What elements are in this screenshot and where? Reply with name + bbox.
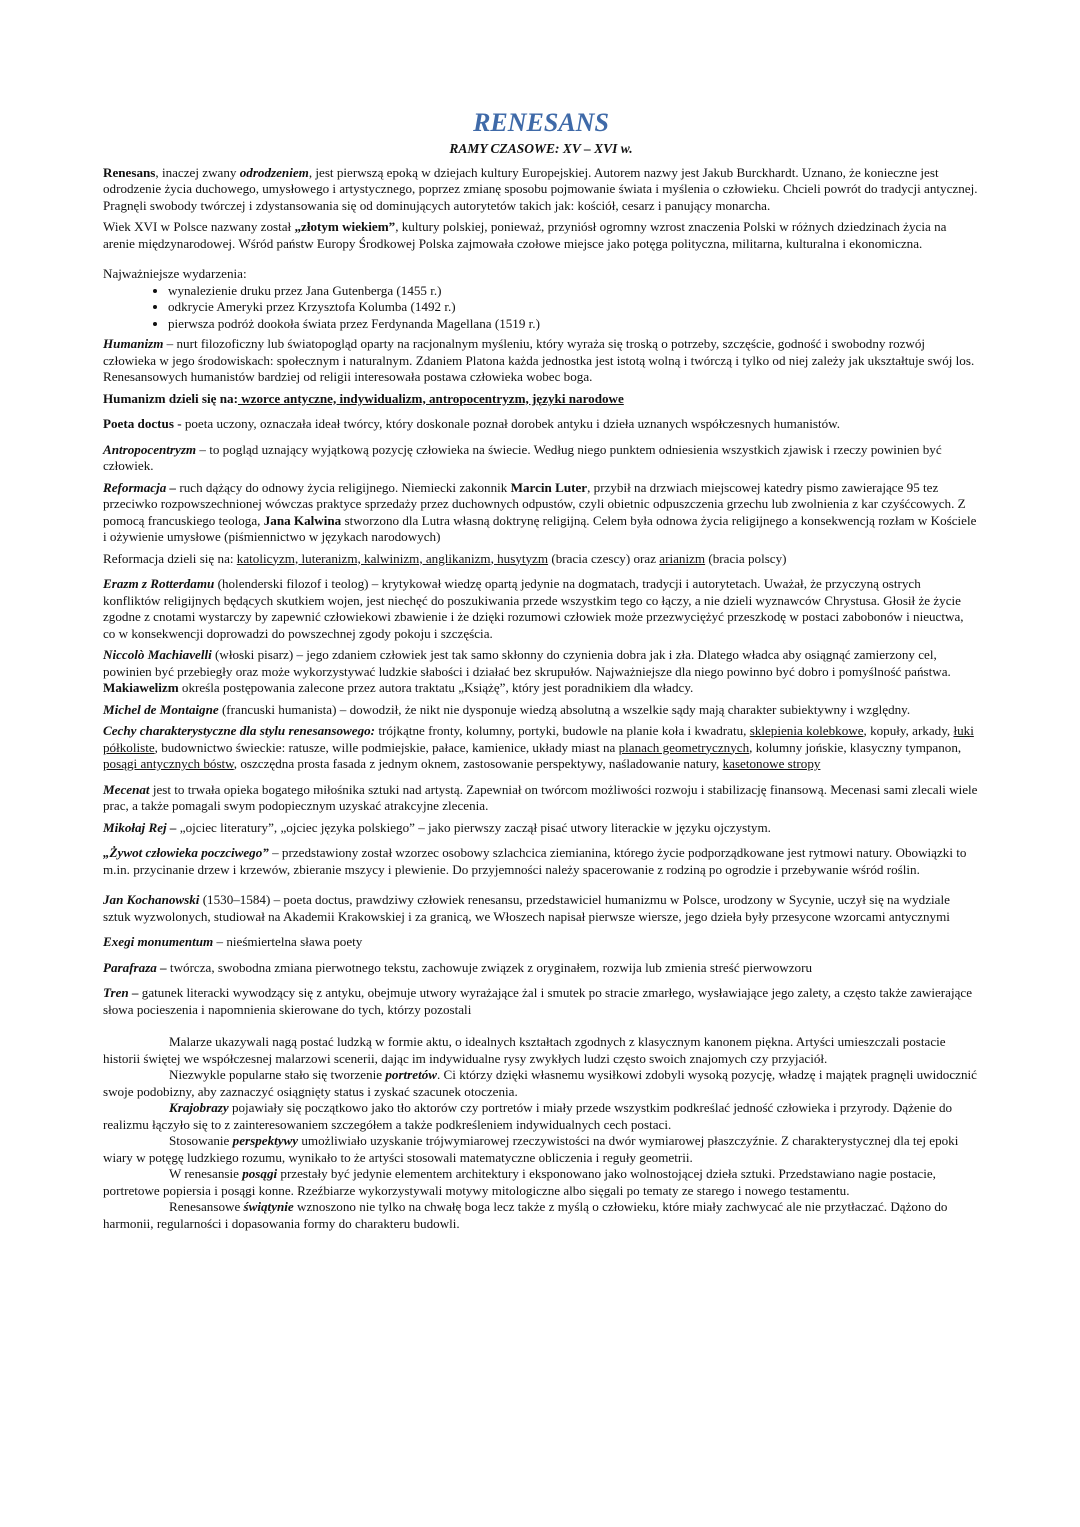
machiavelli-paragraph: Niccolò Machiavelli (włoski pisarz) – jego zdaniem człowiek jest tak samo skłonny do czynienia dobra jak i zła. Dlatego władca aby osiągnąć zamierzony cel, powinien być przebiegły oraz może wykorzystywać ludzkie słabości i działać bez skrupułów. Najważniejsze dla niego powinno być dobro i pomyślność państwa. Makiawelizm określa postępowania zalecone przez autora traktatu „Książę”, który jest poradnikiem dla władcy.	[103, 647, 951, 695]
zywot-paragraph: „Żywot człowieka poczciwego” – przedstawiony został wzorzec osobowy szlachcica ziemianina, którego życie podporządkowane jest rytmowi natury. Obowiązki to m.in. przycinanie drzew i krzewów, zbieranie mszycy i plewienie. Do przyjemności należy spacerowanie z rodziną po ogrodzie i przebywanie wśród roślin.	[103, 845, 967, 877]
humanism-split-paragraph: Humanizm dzieli się na: wzorce antyczne, indywidualizm, antropocentryzm, języki narodowe	[103, 390, 624, 406]
list-item: • wynalezienie druku przez Jana Gutenberga (1455 r.)	[168, 283, 979, 300]
anthropocentrism-paragraph: Antropocentryzm – to pogląd uznający wyjątkową pozycję człowieka na świecie. Według niego punktem odniesienia wszystkich zjawisk i rzeczy powinien być człowiek.	[103, 441, 942, 473]
poeta-doctus-paragraph: Poeta doctus - poeta uczony, oznaczała ideał twórcy, który doskonale poznał dorobek antyku i dzieła uznanych współczesnych humanistów.	[103, 416, 841, 431]
exegi-paragraph: Exegi monumentum – nieśmiertelna sława poety	[103, 934, 363, 949]
style-paragraph: Cechy charakterystyczne dla stylu renesansowego: trójkątne fronty, kolumny, portyki, budowle na planie koła i kwadratu, sklepienia kolebkowe, kopuły, arkady, łuki półkoliste, budownictwo świeckie: ratusze, wille podmiejskie, pałace, kamienice, układy miast na planach geometrycznych, kolumny jońskie, klasyczny tympanon, posągi antycznych bóstw, oszczędna prosta fasada z jednym oknem, zastosowanie perspektywy, naśladowanie natury, kasetonowe stropy	[103, 723, 974, 771]
reformation-split-paragraph: Reformacja dzieli się na: katolicyzm, luteranizm, kalwinizm, anglikanizm, husytyzm (bracia czescy) oraz arianizm (bracia polscy)	[103, 550, 787, 566]
rej-paragraph: Mikołaj Rej – „ojciec literatury”, „ojciec języka polskiego” – jako pierwszy zaczął pisać utwory literackie w języku ojczystym.	[103, 819, 771, 835]
art-section	[103, 1034, 979, 1232]
document-page	[103, 108, 979, 1232]
page-title: RENESANS	[473, 108, 609, 137]
events-heading: Najważniejsze wydarzenia:	[103, 266, 247, 281]
events-list	[103, 283, 979, 333]
intro-paragraph: Renesans, inaczej zwany odrodzeniem, jest pierwszą epoką w dziejach kultury Europejskiej. Autorem nazwy jest Jakub Burckhardt. Uznano, że konieczne jest odrodzenie życia duchowego, umysłowego i artystycznego, poprzez zmianę sposobu pojmowanie świata i myślenia o człowieku. Chcieli powrót do tradycji antycznej. Pragnęli swobody twórczej i zdystansowania się od dominujących autorytetów takich jak: kościół, cesarz i panujący monarcha.	[103, 164, 978, 213]
list-item: • pierwsza podróż dookoła świata przez Ferdynanda Magellana (1519 r.)	[168, 316, 979, 333]
patron-paragraph: Mecenat jest to trwała opieka bogatego miłośnika sztuki nad artystą. Zapewniał on twórcom możliwości rozwoju i stabilizację finansową. Mecenasi sami zlecali wiele prac, a także pomagali swym podopiecznym uzyskać atrakcyjne zlecenia.	[103, 781, 978, 813]
art-paragraph-landscapes: Krajobrazy pojawiały się początkowo jako tło aktorów czy portretów i miały przede wszystkim podkreślać jedność człowieka i przyrody. Dążenie do realizmu łączyło się to z zainteresowaniem szczegółem a także podkreśleniem indywidualnych cech postaci.	[103, 1100, 953, 1132]
art-paragraph-perspective: Stosowanie perspektywy umożliwiało uzyskanie trójwymiarowej rzeczywistości na dwór wymiarowej płaszczyźnie. Z charakterystycznej dla tej epoki wiary w potęgę ludzkiego rozumu, wynikało to że artyści stosowali matematyczne obliczenia i reguły geometrii.	[103, 1133, 959, 1165]
page-subtitle: RAMY CZASOWE: XV – XVI w.	[449, 141, 633, 156]
golden-age-paragraph: Wiek XVI w Polsce nazwany został „złotym wiekiem”, kultury polskiej, ponieważ, przyniósł ogromny wzrost znaczenia Polski w różnych dziedzinach życia na arenie międzynarodowej. Wśród państw Europy Środkowej Polska zajmowała czołowe miejsce jako potęga polityczna, militarna, kulturalna i ekonomiczna.	[103, 219, 947, 251]
montaigne-paragraph: Michel de Montaigne (francuski humanista) – dowodził, że nikt nie dysponuje wiedzą absolutną a wszelkie sądy mają charakter subiektywny i względny.	[103, 701, 911, 717]
art-paragraph-statues: W renesansie posągi przestały być jedynie elementem architektury i eksponowano jako wolnostojącej dzieła sztuki. Przedstawiano nagie postacie, portretowe popiersia i posągi konne. Rzeźbiarze wykorzystywali motywy mitologiczne albo sięgali po tematy ze starego i nowego testamentu.	[103, 1166, 936, 1198]
humanism-paragraph: Humanizm – nurt filozoficzny lub światopogląd oparty na racjonalnym myśleniu, który wyraża się troską o potrzeby, szczęście, godność i swobodny rozwój człowieka w jego środowiskach: społecznym i naturalnym. Zdaniem Platona każda jednostka jest istotą wolną i twórczą i tylko od niej zależy jak ukształtuje swój los. Renesansowych humanistów bardziej od religii interesowała postawa człowieka wobec boga.	[103, 336, 975, 384]
erasmus-paragraph: Erazm z Rotterdamu (holenderski filozof i teolog) – krytykował wiedzę opartą jedynie na dogmatach, tradycji i autorytetach. Uważał, że przyczyną ostrych konfliktów religijnych będących skutkiem wojen, jest niechęć do poszukiwania przede wszystkim tego co łączy, a nie dzieli wyznawców Chrystusa. Głosił że życie zgodne z cnotami wystarczy by zapewnić człowiekowi zbawienie i że dzięki rozumowi człowiek może przezwyciężyć przeszkodę w postaci zabobonów i nieuctwa, co w konsekwencji doprowadzi do powszechnej zgody pokoju i szczęścia.	[103, 576, 964, 641]
list-item: • odkrycie Ameryki przez Krzysztofa Kolumba (1492 r.)	[168, 299, 979, 316]
art-paragraph-painters: Malarze ukazywali nagą postać ludzką w formie aktu, o idealnych kształtach zgodnych z klasycznym kanonem piękna. Artyści umieszczali postacie historii świętej we współczesnej malarzowi scenerii, dając im indywidualne rysy zwykłych ludzi często swoich znajomych czy przyjaciół.	[103, 1034, 946, 1066]
art-paragraph-portraits: Niezwykle popularne stało się tworzenie portretów. Ci którzy dzięki własnemu wysiłkowi zdobyli wysoką pozycję, władzę i majątek pragnęli uwidocznić swoje podobizny, aby zaznaczyć osiągnięty status i zyskać szacunek otoczenia.	[103, 1067, 977, 1099]
reformation-paragraph: Reformacja – ruch dążący do odnowy życia religijnego. Niemiecki zakonnik Marcin Luter, przybił na drzwiach miejscowej katedry pismo zawierające 95 tez przeciwko rozpowszechnionej wówczas praktyce sprzedaży przez duchownych odpustów, czyli obietnic odpuszczenia grzechu lub zwolnienia z kar czyśćcowych. Z pomocą francuskiego teologa, Jana Kalwina stworzono dla Lutra własną doktrynę religijną. Celem była odnowa życia religijnego a konsekwencją rozłam w Kościele i ożywienie umysłowe (piśmiennictwo w językach narodowych)	[103, 479, 977, 544]
kochanowski-paragraph: Jan Kochanowski (1530–1584) – poeta doctus, prawdziwy człowiek renesansu, przedstawiciel humanizmu w Polsce, urodzony w Sycynie, uczył się na wydziale sztuk wyzwolonych, studiował na Akademii Krakowskiej i za granicą, we Włoszech napisał pierwsze wiersze, jego dzieła były przesycone wzorcami antycznymi	[103, 892, 950, 924]
paraphrase-paragraph: Parafraza – twórcza, swobodna zmiana pierwotnego tekstu, zachowuje związek z oryginałem, rozwija lub zmienia streść pierwowzoru	[103, 959, 813, 975]
art-paragraph-temples: Renesansowe świątynie wznoszono nie tylko na chwałę boga lecz także z myślą o człowieku, które miały zachwycać ale nie przytłaczać. Dążono do harmonii, regularności i dopasowania formy do charakteru budowli.	[103, 1199, 948, 1231]
tren-paragraph: Tren – gatunek literacki wywodzący się z antyku, obejmuje utwory wyrażające żal i smutek po stracie zmarłego, wysławiające jego zalety, a często także zawierające słowa pocieszenia i napomnienia skierowane do tych, którzy pozostali	[103, 985, 973, 1017]
